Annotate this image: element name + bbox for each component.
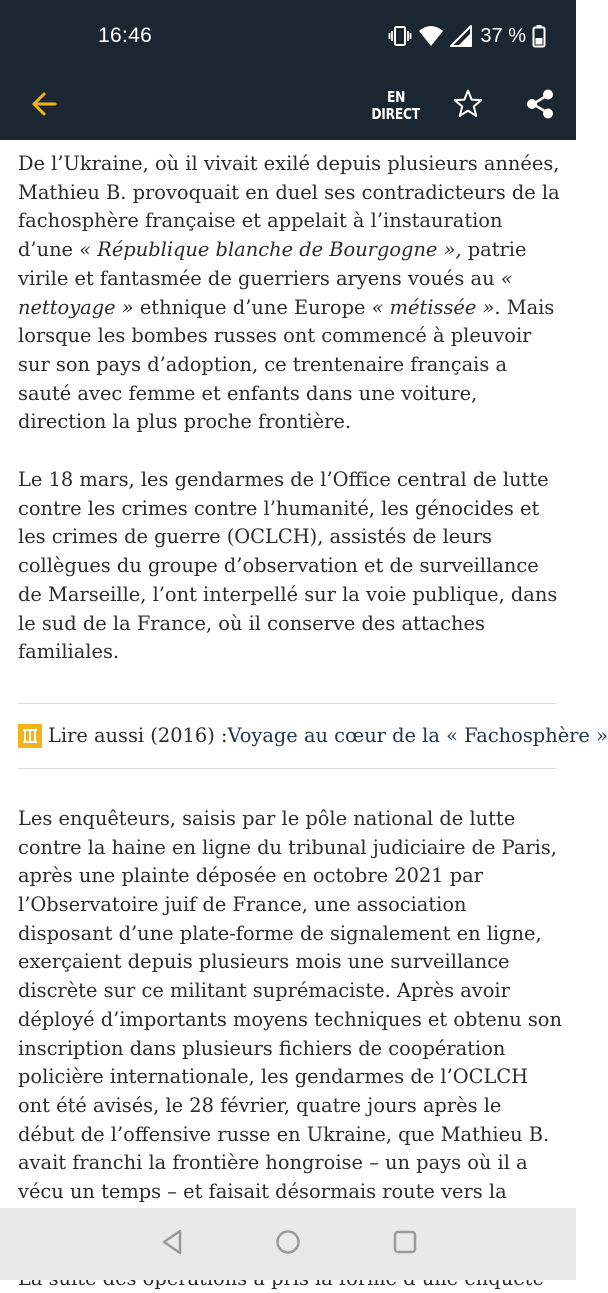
nav-back-triangle-icon (159, 1228, 185, 1260)
read-also-prefix: Lire aussi (2016) : (48, 722, 227, 751)
app-bar (0, 72, 576, 140)
star-outline-icon (452, 88, 484, 124)
back-button[interactable] (22, 84, 66, 128)
live-label-line2: DIRECT (372, 106, 421, 123)
text-run: . Mais lorsque les bombes russes ont commencé à pleuvoir sur son pays d’adoption, ce trentenaire français a sauté avec femme et enfants dans une voiture, direction la plus proche frontière. (18, 296, 554, 434)
italic-quote: « nettoyage » (18, 267, 513, 319)
wifi-icon (418, 25, 444, 47)
article-paragraph (18, 150, 563, 437)
le-monde-m-icon (18, 724, 42, 748)
system-nav-bar (0, 1208, 576, 1280)
status-icons (388, 22, 546, 50)
article-paragraph: Les enquêteurs, saisis par le pôle national de lutte contre la haine en ligne du tribunal judiciaire de Paris, après une plainte déposée en octobre 2021 par l’Observatoire juif de France, une association disposant d’une plate-forme de signalement en ligne, exerçaient depuis plusieurs mois une surveillance discrète sur ce militant suprémaciste. Après avoir déployé d’importants moyens techniques et obtenu son inscription dans plusieurs fichiers de coopération policière internationale, les gendarmes de l’OCLCH ont été avisés, le 28 février, quatre jours après le début de l’offensive russe en Ukraine, que Mathieu B. avait franchi la frontière hongroise – un pays où il a vécu un temps – et faisait désormais route vers la (18, 805, 563, 1236)
read-also-link[interactable]: Voyage au cœur de la « Fachosphère » (227, 722, 607, 751)
italic-quote: « métissée » (372, 296, 495, 319)
live-label-line1: EN (387, 89, 405, 106)
text-run: ethnique d’une Europe (134, 296, 372, 319)
live-button[interactable] (368, 81, 424, 131)
nav-home-button[interactable] (270, 1226, 306, 1262)
text-run: De l’Ukraine, où il vivait exilé depuis plusieurs années, Mathieu B. provoquait en duel ses contradicteurs de la fachosphère française et appelait à l’instauration d’une (18, 152, 560, 261)
article-body (18, 150, 563, 1208)
status-time: 16:46 (98, 24, 152, 48)
favorite-button[interactable] (446, 82, 490, 130)
status-bar (0, 0, 576, 72)
nav-home-circle-icon (274, 1228, 302, 1260)
battery-percent: 37 % (480, 25, 526, 48)
text-run: patrie virile et fantasmée de guerriers aryens voués au (18, 238, 527, 290)
signal-icon (450, 25, 472, 47)
nav-back-button[interactable] (154, 1226, 190, 1262)
arrow-left-icon (30, 90, 58, 122)
nav-recents-button[interactable] (387, 1226, 423, 1262)
italic-quote: « République blanche de Bourgogne », (79, 238, 461, 261)
share-button[interactable] (518, 82, 562, 130)
share-icon (524, 88, 556, 124)
nav-recents-square-icon (391, 1228, 419, 1260)
battery-icon (532, 24, 546, 48)
vibrate-icon (388, 24, 412, 48)
read-also-box[interactable] (18, 703, 557, 769)
article-paragraph: Le 18 mars, les gendarmes de l’Office central de lutte contre les crimes contre l’humanité, les génocides et les crimes de guerre (OCLCH), assistés de leurs collègues du groupe d’observation et de surveillance de Marseille, l’ont interpellé sur la voie publique, dans le sud de la France, où il conserve des attaches familiales. (18, 466, 563, 667)
